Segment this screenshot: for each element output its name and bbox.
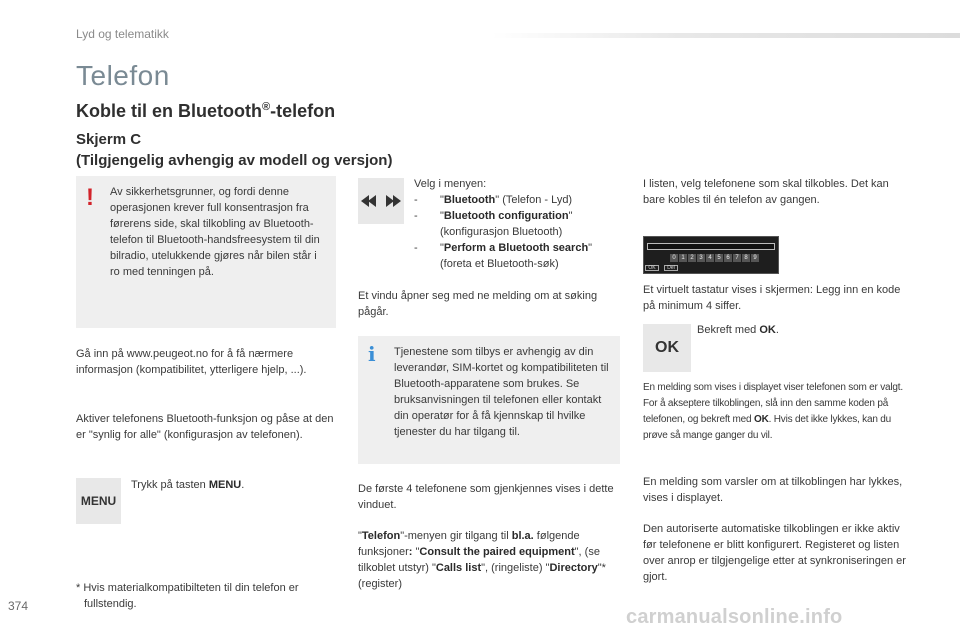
paragraph-website: Gå inn på www.peugeot.no for å få nærmere informasjon (kompatibilitet, ytterligere hjelp, ...).: [76, 348, 307, 376]
paragraph-search-window: Et vindu åpner seg med ne melding om at søking pågår.: [358, 290, 598, 318]
menu-selection-list: [414, 176, 624, 272]
paragraph-auto-connect: Den autoriserte automatiske tilkoblingen er ikke aktiv før telefonene er blitt konfigurert. Registeret og listen over anrop er tilgjengelige etter at synkroniseringen er gjort.: [643, 523, 906, 583]
digit-key: 7: [733, 254, 741, 262]
list-item: - "Bluetooth configuration" (konfigurasjon Bluetooth): [414, 210, 573, 238]
virtual-keyboard-digits: [670, 254, 759, 262]
screen-ok-key: OK: [645, 265, 659, 271]
sub-heading: Skjerm C (Tilgjengelig avhengig av modell og versjon): [76, 131, 393, 169]
page-number: 374: [8, 599, 29, 613]
press-menu-instruction: Trykk på tasten MENU.: [131, 479, 245, 491]
seek-arrows-icon: [361, 194, 401, 208]
paragraph-first-phones: De første 4 telefonene som gjenkjennes vises i dette vinduet.: [358, 483, 614, 511]
ok-key-icon: OK: [643, 324, 691, 372]
exclamation-icon: !: [86, 184, 94, 211]
menu-key-icon: MENU: [76, 478, 121, 524]
confirm-instruction: Bekreft med OK.: [697, 324, 779, 336]
footnote: * Hvis materialkompatibilteten til din telefon er fullstendig.: [76, 582, 299, 610]
info-icon: i: [368, 342, 376, 366]
page-title: Telefon: [76, 60, 170, 91]
seek-buttons-icon: [358, 178, 404, 224]
screen-del-key: Del: [664, 265, 678, 271]
paragraph-pairing-code: En melding som vises i displayet viser telefonen som er valgt. For å akseptere tilkoblingen, slå inn den samme koden på telefonen, og bekreft med OK. Hvis det ikke lykkes, kan du prøve så mange ganger du vil.: [643, 382, 903, 441]
section-header: Lyd og telematikk: [76, 27, 169, 41]
digit-key: 8: [742, 254, 750, 262]
digit-key: 9: [751, 254, 759, 262]
paragraph-virtual-keyboard: Et virtuelt tastatur vises i skjermen: Legg inn en kode på minimum 4 siffer.: [643, 284, 901, 312]
warning-text: Av sikkerhetsgrunner, og fordi denne operasjonen krever full konsentrasjon fra førerens side, skal tilkobling av Bluetooth-telefon til Bluetooth-handsfreesystem til din bilradio, utelukkende gjøres når bilen står i ro med tenningen på.: [110, 186, 320, 278]
digit-key: 0: [670, 254, 678, 262]
section-heading: Koble til en Bluetooth®-telefon: [76, 101, 336, 121]
paragraph-success-message: En melding som varsler om at tilkoblingen har lykkes, vises i displayet.: [643, 476, 903, 504]
info-text: Tjenestene som tilbys er avhengig av din leverandør, SIM-kortet og kompatibiliteten til Bluetooth-apparatene som brukes. Se bruksanvisningen til telefonen eller kontakt din operatør for å få kjennskap til hvilke tjenester du har tilgang til.: [394, 346, 609, 438]
list-item: - "Bluetooth" (Telefon - Lyd): [414, 194, 573, 206]
menu-intro: Velg i menyen:: [414, 178, 487, 190]
code-entry-field: [647, 243, 775, 250]
digit-key: 5: [715, 254, 723, 262]
paragraph-telefon-menu: "Telefon"-menyen gir tilgang til bl.a. følgende funksjoner: "Consult the paired equipment", (se tilkoblet utstyr) "Calls list", (ringeliste) "Directory"* (register): [358, 530, 606, 590]
watermark: carmanualsonline.info: [626, 606, 843, 628]
list-item: - "Perform a Bluetooth search" (foreta et Bluetooth-søk): [414, 242, 593, 270]
digit-key: 2: [688, 254, 696, 262]
paragraph-select-phone: I listen, velg telefonene som skal tilkobles. Det kan bare kobles til én telefon av gangen.: [643, 178, 889, 206]
digit-key: 6: [724, 254, 732, 262]
digit-key: 3: [697, 254, 705, 262]
digit-key: 1: [679, 254, 687, 262]
paragraph-activate-bluetooth: Aktiver telefonens Bluetooth-funksjon og påse at den er "synlig for alle" (konfigurasjon av telefonen).: [76, 413, 334, 441]
digit-key: 4: [706, 254, 714, 262]
header-rule: [492, 33, 960, 38]
